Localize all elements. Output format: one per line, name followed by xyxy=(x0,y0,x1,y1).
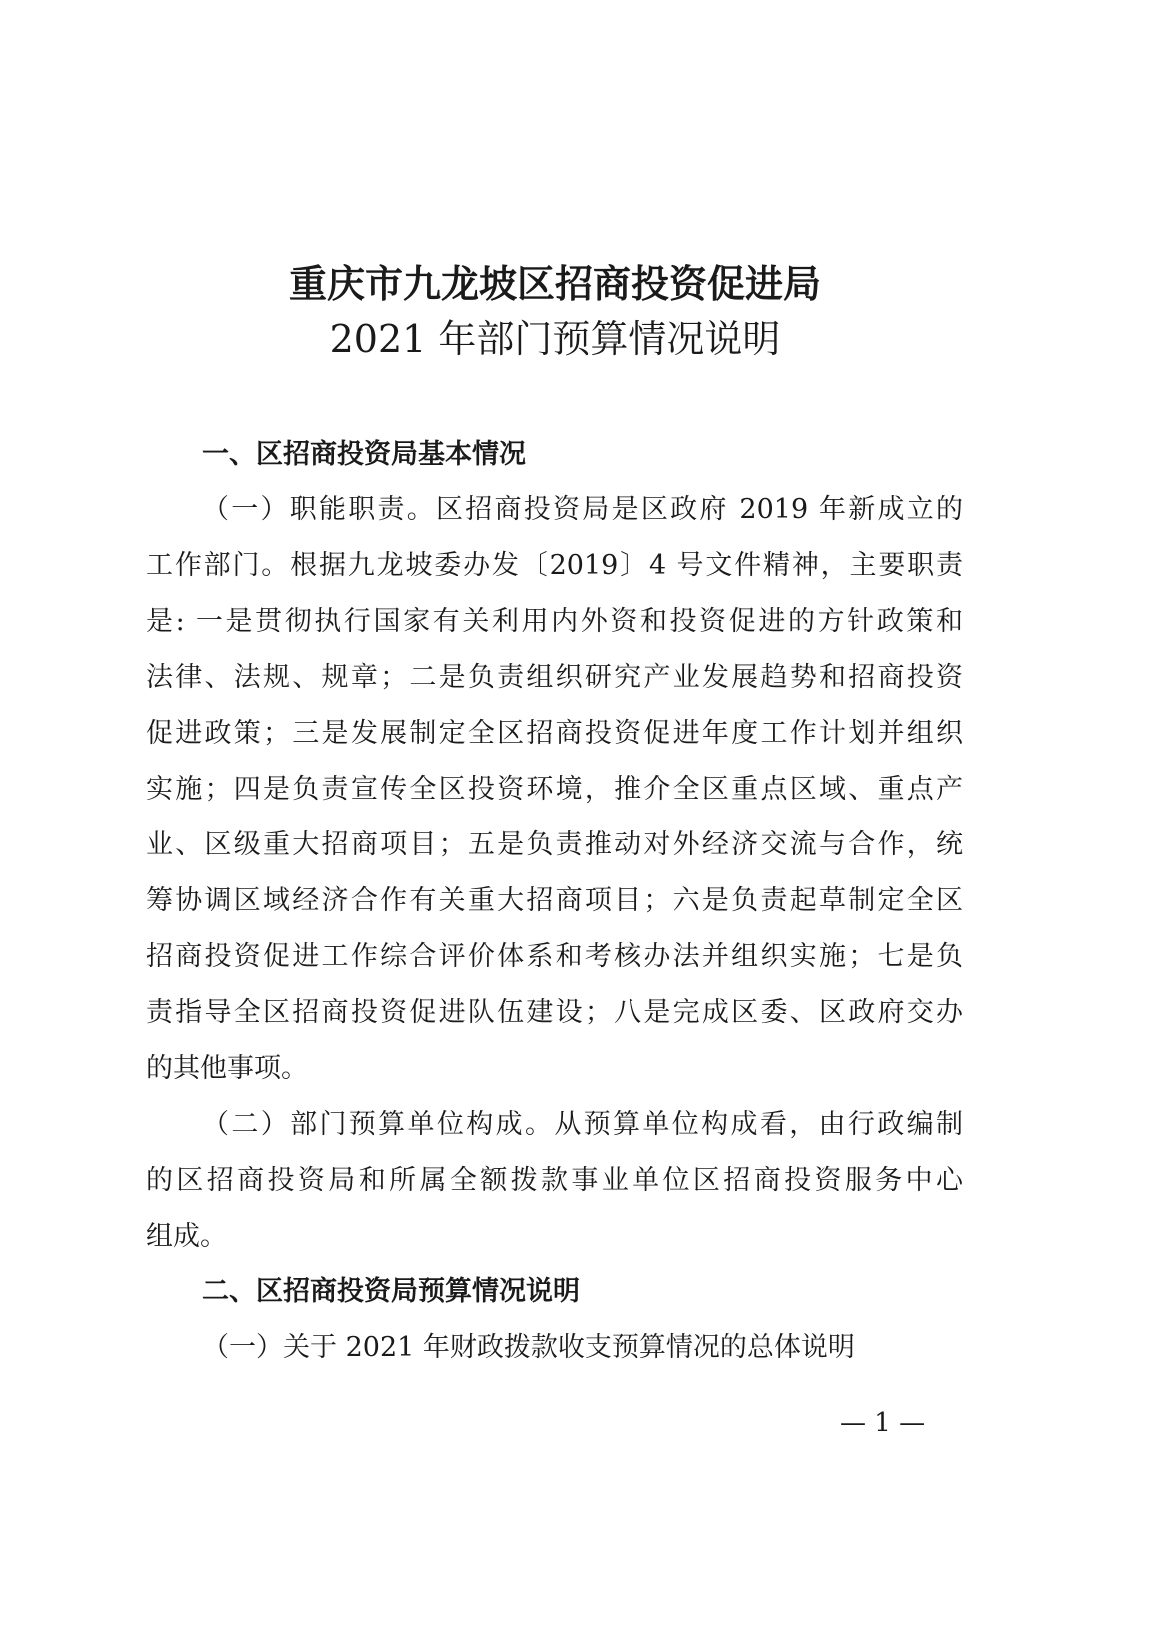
paragraph-line: 业、区级重大招商项目；五是负责推动对外经济交流与合作，统 xyxy=(146,829,963,861)
paragraph-line: 促进政策；三是发展制定全区招商投资促进年度工作计划并组织 xyxy=(146,717,963,749)
paragraph-line: （一）职能职责。区招商投资局是区政府 2019 年新成立的 xyxy=(202,494,963,525)
paragraph-line: 工作部门。根据九龙坡委办发〔2019〕4 号文件精神，主要职责 xyxy=(146,549,963,581)
paragraph-line: 责指导全区招商投资促进队伍建设；八是完成区委、区政府交办 xyxy=(146,997,963,1029)
document-title-line-1: 重庆市九龙坡区招商投资促进局 xyxy=(288,261,821,306)
page-number: — 1 — xyxy=(840,1408,926,1438)
section-2-heading: 二、区招商投资局预算情况说明 xyxy=(202,1276,580,1307)
paragraph-line: 招商投资促进工作综合评价体系和考核办法并组织实施；七是负 xyxy=(146,941,963,973)
section-1-heading: 一、区招商投资局基本情况 xyxy=(202,439,526,470)
paragraph-line: 筹协调区域经济合作有关重大招商项目；六是负责起草制定全区 xyxy=(146,885,963,917)
paragraph-line: 法律、法规、规章；二是负责组织研究产业发展趋势和招商投资 xyxy=(146,661,963,693)
paragraph-line: 的区招商投资局和所属全额拨款事业单位区招商投资服务中心 xyxy=(146,1164,963,1196)
paragraph-line: 实施；四是负责宣传全区投资环境，推介全区重点区域、重点产 xyxy=(146,773,963,805)
document-title-line-2: 2021 年部门预算情况说明 xyxy=(329,317,781,361)
paragraph-line: 的其他事项。 xyxy=(146,1053,308,1084)
paragraph-line: （二）部门预算单位构成。从预算单位构成看，由行政编制 xyxy=(202,1109,963,1140)
paragraph-line: 组成。 xyxy=(146,1220,227,1252)
paragraph-line: 是: 一是贯彻执行国家有关利用内外资和投资促进的方针政策和 xyxy=(146,605,963,637)
subsection-heading: （一）关于 2021 年财政拨款收支预算情况的总体说明 xyxy=(202,1332,855,1363)
